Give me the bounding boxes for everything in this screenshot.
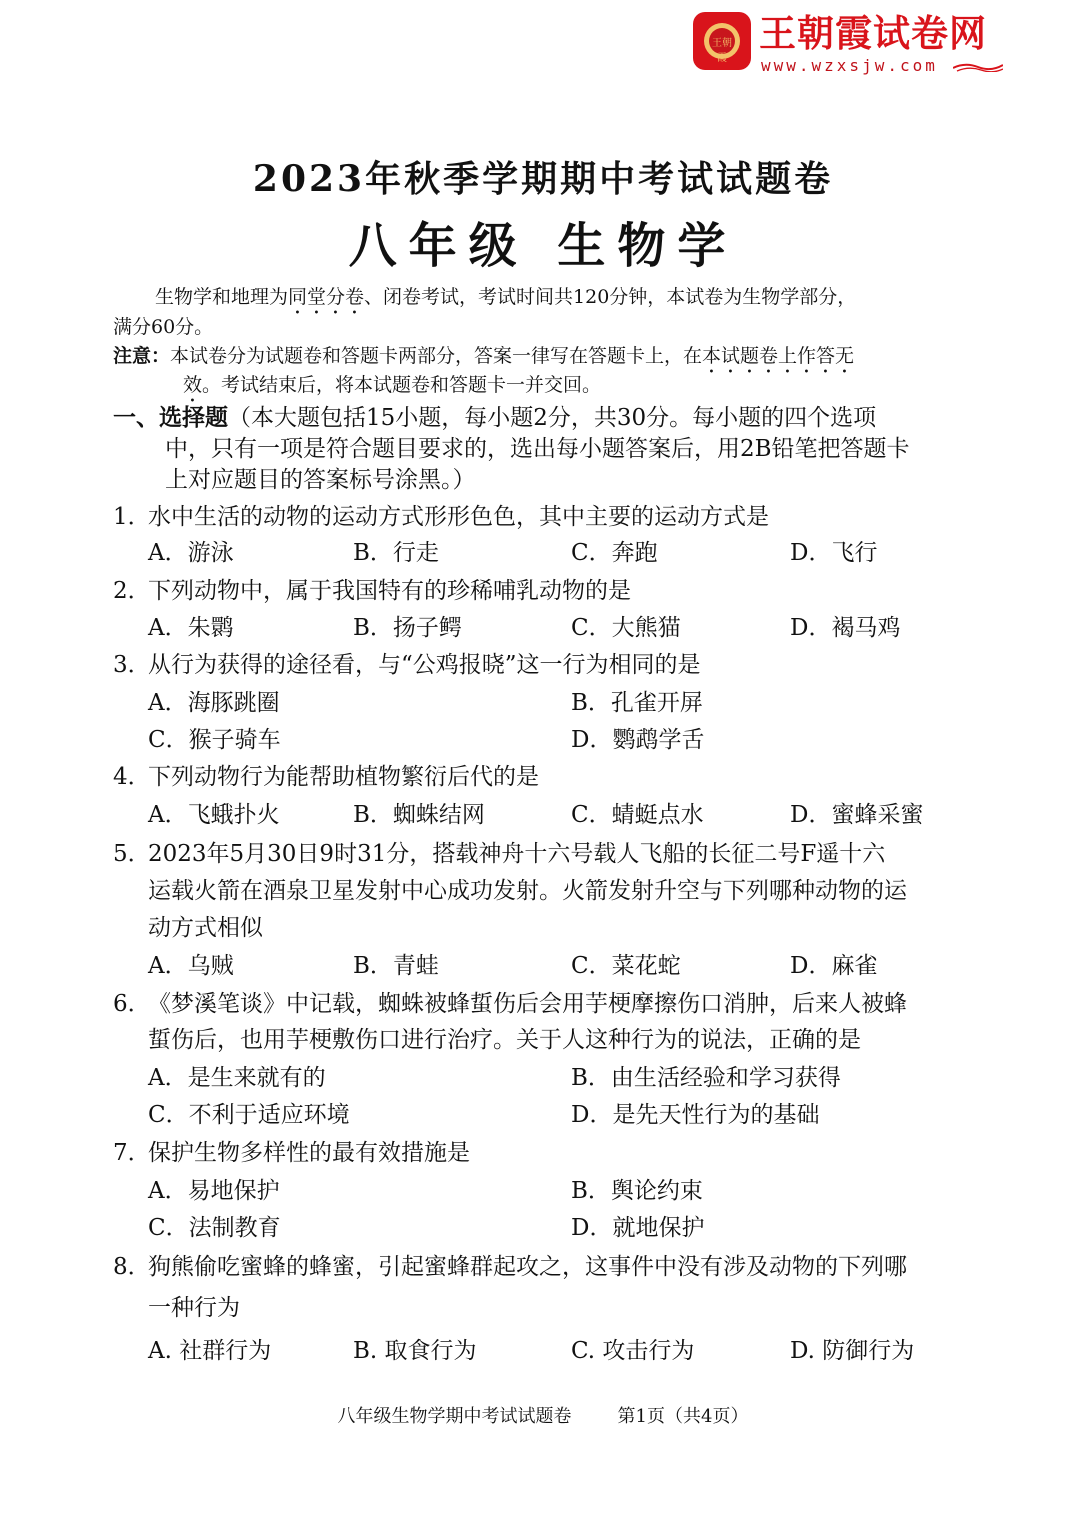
page-footer	[0, 1404, 1086, 1430]
question-stem-continued: 动方式相似	[148, 915, 263, 941]
question-number: 1．	[113, 504, 151, 530]
intro-text-c: 、闭卷考试，考试时间共120分钟，本试卷为生物学部分，	[364, 286, 857, 308]
question-3	[113, 647, 983, 683]
section-instruction-3: 上对应题目的答案标号涂黑。）	[165, 467, 476, 493]
question-stem: 狗熊偷吃蜜蜂的蜂蜜，引起蜜蜂群起攻之，这事件中没有涉及动物的下列哪	[148, 1254, 907, 1280]
option-a: A．乌贼	[148, 953, 234, 979]
question-5	[113, 836, 983, 872]
question-stem-continued: 蜇伤后，也用芋梗敷伤口进行治疗。关于人这种行为的说法，正确的是	[148, 1027, 861, 1053]
question-number: 8．	[113, 1254, 151, 1280]
intro-line-2: 满分60分。	[113, 316, 214, 338]
option-c: C．蜻蜓点水	[571, 802, 704, 828]
site-logo	[693, 12, 1005, 74]
logo-url: www.wzxsjw.com	[761, 56, 938, 75]
swoosh-icon	[953, 62, 1003, 72]
question-7	[113, 1135, 983, 1171]
question-6	[113, 986, 983, 1022]
question-stem: 下列动物行为能帮助植物繁衍后代的是	[148, 764, 539, 790]
section-heading	[113, 403, 983, 434]
question-8	[113, 1249, 983, 1285]
option-b: B．青蛙	[353, 953, 439, 979]
option-c: C．菜花蛇	[571, 953, 681, 979]
note-line-2	[183, 371, 983, 407]
option-d: D．就地保护	[571, 1215, 705, 1241]
intro-text-a: 生物学和地理为	[155, 286, 289, 308]
option-d: D．蜜蜂采蜜	[790, 802, 924, 828]
option-c: C. 攻击行为	[571, 1338, 695, 1364]
option-c: C．大熊猫	[571, 615, 681, 641]
option-d: D. 防御行为	[790, 1338, 915, 1364]
option-d: D．飞行	[790, 540, 878, 566]
option-a: A. 社群行为	[148, 1338, 272, 1364]
question-number: 4．	[113, 764, 151, 790]
section-instruction-2: 中，只有一项是符合题目要求的，选出每小题答案后，用2B铅笔把答题卡	[165, 436, 910, 462]
note-emphasis-1: 本试题卷上作答无	[702, 345, 855, 367]
question-number: 5．	[113, 841, 151, 867]
footer-doc-name: 八年级生物学期中考试试题卷	[337, 1406, 572, 1427]
intro-emphasis: 同堂分卷	[288, 286, 365, 308]
option-b: B．孔雀开屏	[571, 690, 703, 716]
note-emphasis-2: 效	[183, 374, 203, 396]
logo-badge-text: 王朝霞	[712, 38, 732, 64]
question-stem: 从行为获得的途径看，与“公鸡报晓”这一行为相同的是	[148, 652, 701, 678]
option-b: B．蜘蛛结网	[353, 802, 485, 828]
option-c: C．不利于适应环境	[148, 1102, 350, 1128]
option-b: B. 取食行为	[353, 1338, 477, 1364]
question-number: 6．	[113, 991, 151, 1017]
option-d: D．鹦鹉学舌	[571, 727, 705, 753]
question-stem-continued: 运载火箭在酒泉卫星发射中心成功发射。火箭发射升空与下列哪种动物的运	[148, 878, 907, 904]
option-d: D．是先天性行为的基础	[571, 1102, 820, 1128]
note-text-a: 本试卷分为试题卷和答题卡两部分，答案一律写在答题卡上，在	[170, 345, 703, 367]
question-stem: 保护生物多样性的最有效措施是	[148, 1140, 470, 1166]
exam-subtitle: 八年级 生物学	[348, 218, 738, 274]
section-title: 一、选择题	[113, 405, 228, 431]
option-d: D．麻雀	[790, 953, 878, 979]
page-number: 第1页（共4页）	[617, 1406, 749, 1427]
section-instruction-1: （本大题包括15小题，每小题2分，共30分。每小题的四个选项	[228, 405, 877, 431]
option-a: A．是生来就有的	[148, 1065, 326, 1091]
question-number: 7．	[113, 1140, 151, 1166]
option-a: A．海豚跳圈	[148, 690, 280, 716]
option-a: A．朱鹮	[148, 615, 234, 641]
option-b: B．扬子鳄	[353, 615, 462, 641]
note-label: 注意：	[113, 345, 171, 367]
question-1	[113, 499, 983, 535]
option-a: A．飞蛾扑火	[148, 802, 280, 828]
exam-title: 2023年秋季学期期中考试试题卷	[252, 158, 834, 200]
option-b: B．行走	[353, 540, 439, 566]
logo-badge-icon	[693, 12, 751, 70]
note-text-d: 。考试结束后，将本试题卷和答题卡一并交回。	[202, 374, 602, 396]
option-a: A．易地保护	[148, 1178, 280, 1204]
question-stem: 水中生活的动物的运动方式形形色色，其中主要的运动方式是	[148, 504, 769, 530]
question-stem: 《梦溪笔谈》中记载，蜘蛛被蜂蜇伤后会用芋梗摩擦伤口消肿，后来人被蜂	[148, 991, 907, 1017]
question-number: 3．	[113, 652, 151, 678]
option-b: B．舆论约束	[571, 1178, 703, 1204]
option-c: C．法制教育	[148, 1215, 281, 1241]
question-4	[113, 759, 983, 795]
question-2	[113, 573, 983, 609]
option-b: B．由生活经验和学习获得	[571, 1065, 841, 1091]
logo-title: 王朝霞试卷网	[759, 12, 987, 55]
option-c: C．奔跑	[571, 540, 658, 566]
option-c: C．猴子骑车	[148, 727, 281, 753]
option-a: A．游泳	[148, 540, 234, 566]
option-d: D．褐马鸡	[790, 615, 901, 641]
question-stem-continued: 一种行为	[148, 1295, 240, 1321]
question-number: 2．	[113, 578, 151, 604]
question-stem: 下列动物中，属于我国特有的珍稀哺乳动物的是	[148, 578, 631, 604]
question-stem: 2023年5月30日9时31分，搭载神舟十六号载人飞船的长征二号F遥十六	[148, 841, 886, 867]
